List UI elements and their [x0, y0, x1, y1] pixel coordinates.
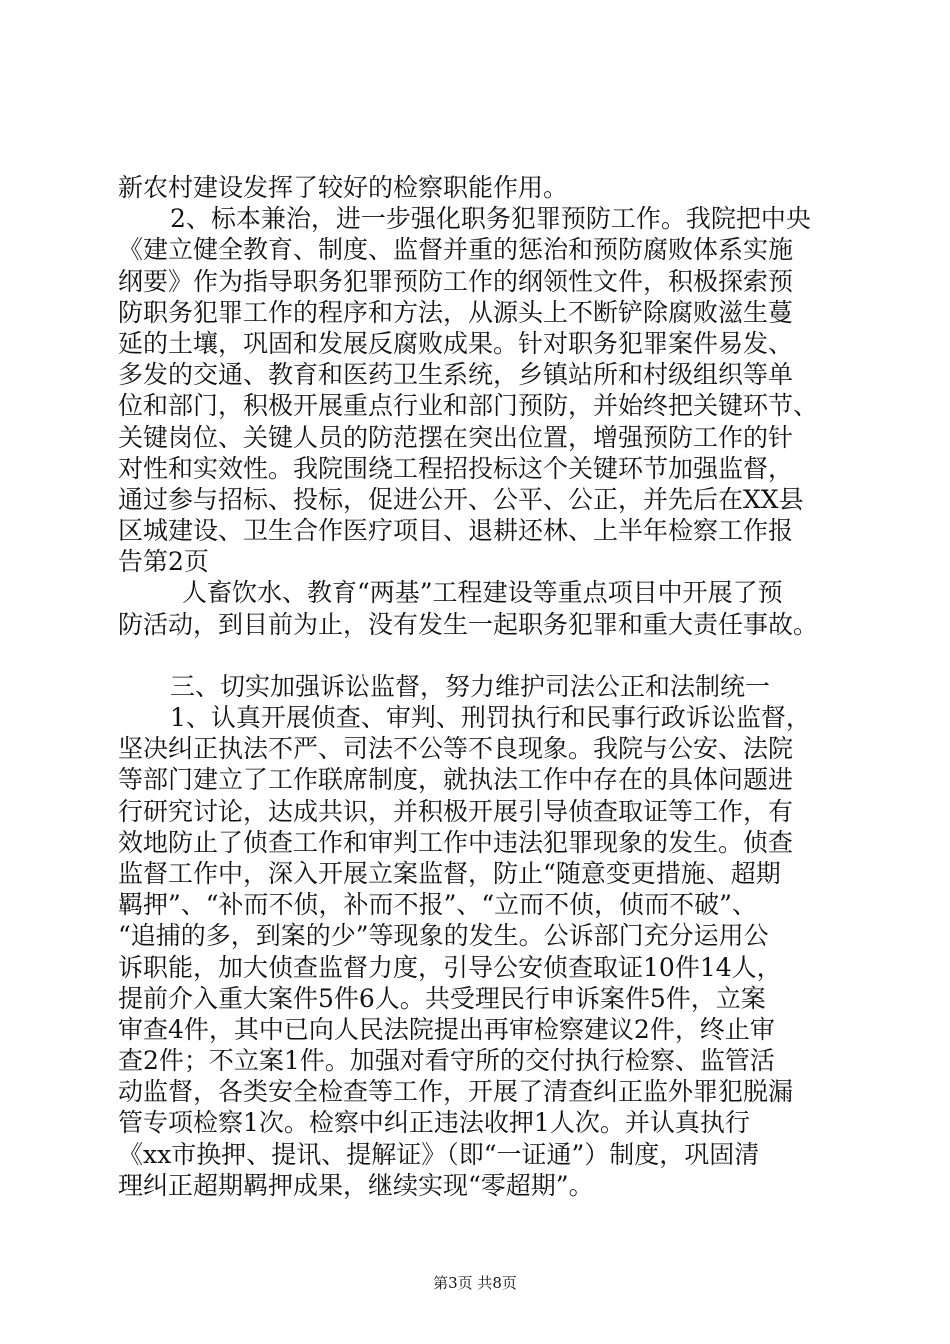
text-line: 多发的交通、教育和医药卫生系统，乡镇站所和村级组织等单	[118, 360, 794, 390]
text-line: 效地防止了侦查工作和审判工作中违法犯罪现象的发生。侦查	[118, 827, 794, 857]
text-line: 《xx市换押、提讯、提解证》（即“一证通”）制度，巩固清	[118, 1139, 760, 1169]
text-line: 通过参与招标、投标，促进公开、公平、公正，并先后在XX县	[118, 484, 804, 514]
text-line: 新农村建设发挥了较好的检察职能作用。	[118, 173, 569, 202]
text-line: 等部门建立了工作联席制度，就执法工作中存在的具体问题进	[118, 765, 794, 795]
text-line: 《建立健全教育、制度、监督并重的惩治和预防腐败体系实施	[118, 235, 794, 265]
text-line: 管专项检察1次。检察中纠正违法收押1人次。并认真执行	[118, 1108, 750, 1138]
page-number-footer: 第3页 共8页	[433, 1274, 517, 1292]
text-line: 纲要》作为指导职务犯罪预防工作的纲领性文件，积极探索预	[118, 266, 794, 296]
text-line: 关键岗位、关键人员的防范摆在突出位置，增强预防工作的针	[118, 422, 794, 452]
text-line: 对性和实效性。我院围绕工程招投标这个关键环节加强监督，	[118, 453, 794, 483]
paragraph-start-line: 2、标本兼治，进一步强化职务犯罪预防工作。我院把中央	[170, 204, 811, 234]
text-line: 动监督，各类安全检查等工作，开展了清查纠正监外罪犯脱漏	[118, 1077, 794, 1107]
text-line: 查2件；不立案1件。加强对看守所的交付执行检察、监管活	[118, 1046, 775, 1076]
text-line: 位和部门，积极开展重点行业和部门预防，并始终把关键环节、	[118, 391, 819, 421]
text-line: 监督工作中，深入开展立案监督，防止“随意变更措施、超期	[118, 858, 781, 888]
text-line: “追捕的多，到案的少”等现象的发生。公诉部门充分运用公	[118, 921, 769, 951]
text-line: 防活动，到目前为止，没有发生一起职务犯罪和重大责任事故。	[118, 609, 819, 639]
text-line: 延的土壤，巩固和发展反腐败成果。针对职务犯罪案件易发、	[118, 328, 794, 358]
text-line: 诉职能，加大侦查监督力度，引导公安侦查取证10件14人，	[118, 952, 782, 982]
text-line: 坚决纠正执法不严、司法不公等不良现象。我院与公安、法院	[118, 734, 794, 764]
text-line: 行研究讨论，达成共识，并积极开展引导侦查取证等工作，有	[118, 796, 794, 826]
section-heading: 三、切实加强诉讼监督，努力维护司法公正和法制统一	[170, 671, 771, 701]
text-line: 防职务犯罪工作的程序和方法，从源头上不断铲除腐败滋生蔓	[118, 297, 794, 327]
paragraph-gap	[118, 640, 848, 671]
text-line: 理纠正超期羁押成果，继续实现“零超期”。	[118, 1170, 594, 1200]
text-line: 羁押”、“补而不侦，补而不报”、“立而不侦，侦而不破”、	[118, 890, 757, 920]
text-line: 审查4件，其中已向人民法院提出再审检察建议2件，终止审	[118, 1014, 775, 1044]
paragraph-start-line: 1、认真开展侦查、审判、刑罚执行和民事行政诉讼监督，	[170, 703, 811, 732]
document-body	[118, 172, 848, 1201]
text-line: 告第2页	[118, 547, 209, 577]
text-line: 提前介入重大案件5件6人。共受理民行申诉案件5件，立案	[118, 983, 766, 1013]
text-line: 区城建设、卫生合作医疗项目、退耕还林、上半年检察工作报	[118, 516, 794, 546]
paragraph-start-line: 人畜饮水、教育“两基”工程建设等重点项目中开展了预	[182, 578, 783, 608]
